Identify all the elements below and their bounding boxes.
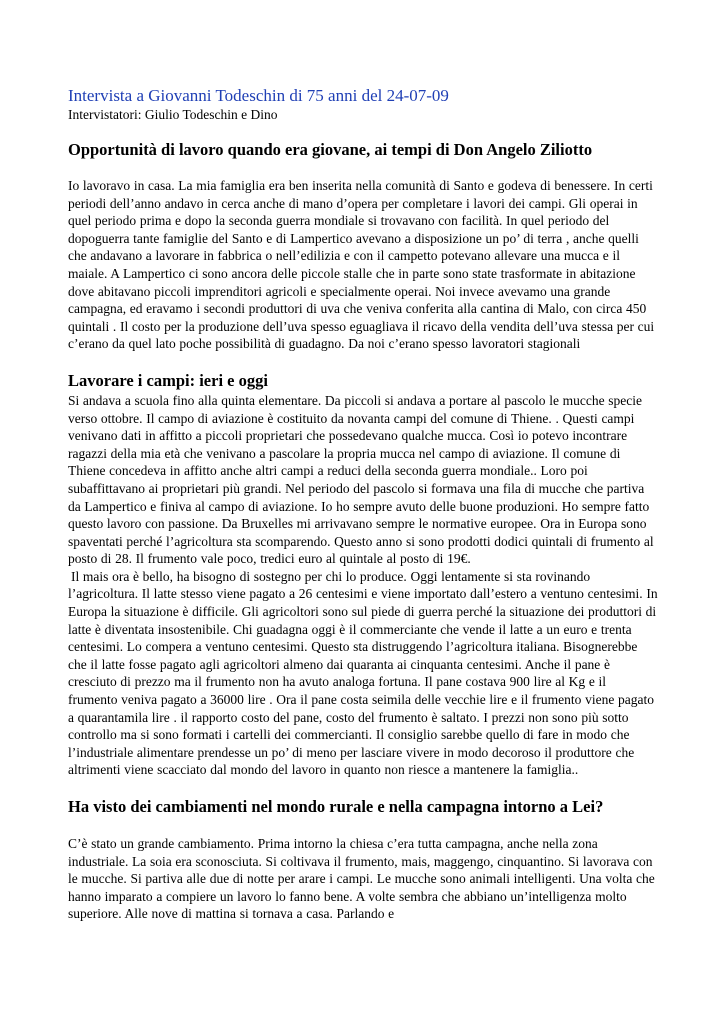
section-heading-fields: Lavorare i campi: ieri e oggi <box>68 370 268 390</box>
section-paragraph: Io lavoravo in casa. La mia famiglia era ben inserita nella comunità di Santo e godeva di benessere. In certi periodi dell’anno andavo in cerca anche di mano d’opera per completare i lavori dei campi. Gli operai in quel periodo prima e dopo la seconda guerra mondiale si trovavano con facilità. In quel periodo del dopoguerra tante famiglie del Santo e di Lampertico avevano a disposizione un po’ di terra , anche quelli che andavano a lavorare in fabbrica o nell’edilizia e con il campetto potevano allevare una mucca e il maiale. A Lampertico ci sono ancora delle piccole stalle che in parte sono state trasformate in abitazione dove abitavano piccoli imprenditori agricoli e specialmente operai. Noi invece avevamo una grande campagna, ed eravamo i secondi produttori di uva che veniva conferita alla cantina di Malo, con circa 450 quintali . Il costo per la produzione dell’uva spesso eguagliava il ricavo della vendita dell’uva stessa per cui c’erano da quel lato poche possibilità di guadagno. Da noi c’erano spesso lavoratori stagionali <box>68 178 655 352</box>
section-paragraph: Il mais ora è bello, ha bisogno di sostegno per chi lo produce. Oggi lentamente si sta rovinando l’agricoltura. Il latte stesso viene pagato a 26 centesimi e viene importato dall’estero a ventuno centesimi. In Europa la situazione è difficile. Gli agricoltori sono sul piede di guerra perché la situazione dei produttori di latte è diventata insostenibile. Chi guadagna oggi è il commerciante che vende il latte a un euro e trenta centesimi. Lo compera a ventuno centesimi. Questo sta distruggendo l’agricoltura italiana. Bisognerebbe che il latte fosse pagato agli agricoltori almeno dai quaranta ai cinquanta centesimi. Anche il pane è cresciuto di prezzo ma il frumento non ha avuto analoga fortuna. Il pane costava 900 lire al Kg e il frumento veniva pagato a 36000 lire . Ora il pane costa seimila delle vecchie lire e il frumento viene pagato a quarantamila lire . il rapporto costo del pane, costo del frumento è saltato. I prezzi non sono più sotto controllo ma si sono formati i cartelli dei commercianti. Il consiglio sarebbe quello di fare in modo che l’industriale alimentare prendesse un po’ di meno per lasciare vivere in modo decoroso il produttore che altrimenti viene scacciato dal mondo del lavoro in quanto non riesce a mantenere la famiglia.. <box>68 568 658 778</box>
interviewers-line: Intervistatori: Giulio Todeschin e Dino <box>68 107 278 122</box>
section-paragraph: C’è stato un grande cambiamento. Prima intorno la chiesa c’era tutta campagna, anche nella zona industriale. La soia era sconosciuta. Si coltivava il frumento, mais, maggengo, cinquantino. Si lavorava con le mucche. Si partiva alle due di notte per arare i campi. Le mucche sono animali intelligenti. Una volta che hanno imparato a compiere un lavoro lo fanno bene. A volte sembra che abbiano un’intelligenza molto superiore. Alle nove di mattina si tornava a casa. Parlando e <box>68 836 655 922</box>
interview-title: Intervista a Giovanni Todeschin di 75 anni del 24-07-09 <box>68 86 449 105</box>
document-page <box>68 86 658 923</box>
section-heading-changes: Ha visto dei cambiamenti nel mondo rurale e nella campagna intorno a Lei? <box>68 797 604 816</box>
section-heading-opportunities: Opportunità di lavoro quando era giovane, ai tempi di Don Angelo Ziliotto <box>68 140 593 159</box>
section-paragraph: Si andava a scuola fino alla quinta elementare. Da piccoli si andava a portare al pascolo le mucche specie verso ottobre. Il campo di aviazione è costituito da novanta campi del comune di Thiene. . Questi campi venivano dati in affitto a piccoli proprietari che possedevano qualche mucca. Così io potevo incontrare ragazzi della mia età che venivano a pascolare la propria mucca nel campo di aviazione. Il comune di Thiene concedeva in affitto anche altri campi a reduci della seconda guerra mondiale.. Loro poi subaffittavano ai proprietari più grandi. Nel periodo del pascolo si formava una fila di mucche che partiva da Lampertico e finiva al campo di aviazione. Io ho sempre avuto delle buone produzioni. Ho sempre fatto questo lavoro con passione. Da Bruxelles mi arrivavano sempre le normative europee. Ora in Europa sono spaventati perché l’agricoltura sta scomparendo. Questo anno si sono prodotti dodici quintali di frumento al posto di 28. Il frumento vale poco, tredici euro al quintale al posto di 19€. <box>68 392 654 567</box>
